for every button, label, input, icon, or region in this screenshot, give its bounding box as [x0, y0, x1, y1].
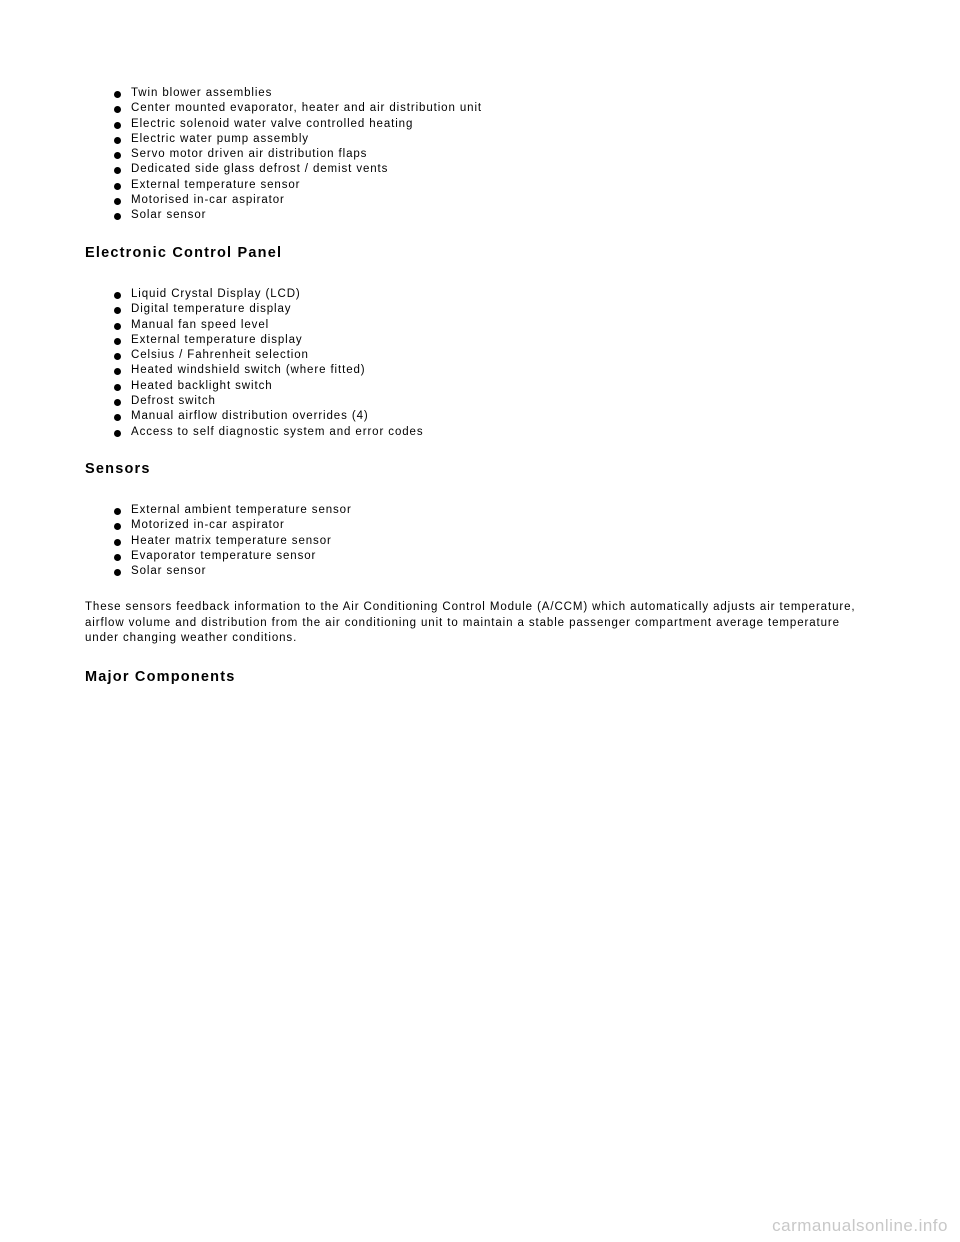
bullet-icon	[114, 430, 121, 437]
bullet-icon	[114, 338, 121, 345]
bullet-icon	[114, 307, 121, 314]
list-item-text: Center mounted evaporator, heater and air distribution unit	[131, 102, 483, 115]
features-list	[0, 86, 482, 224]
list-item-text: Electric solenoid water valve controlled heating	[131, 117, 414, 130]
list-item	[0, 379, 423, 394]
list-item-text: Celsius / Fahrenheit selection	[131, 349, 309, 362]
bullet-icon	[114, 152, 121, 159]
bullet-icon	[114, 198, 121, 205]
list-item-text: Heated windshield switch (where fitted)	[131, 364, 366, 377]
list-item	[0, 147, 482, 162]
list-item-text: Motorized in-car aspirator	[131, 519, 285, 532]
bullet-icon	[114, 91, 121, 98]
bullet-icon	[114, 368, 121, 375]
list-item	[0, 132, 482, 147]
list-item	[0, 287, 423, 302]
list-item-text: Manual airflow distribution overrides (4)	[131, 410, 369, 423]
list-item	[0, 549, 352, 564]
list-item-text: Solar sensor	[131, 209, 207, 222]
list-item-text: Digital temperature display	[131, 303, 292, 316]
list-item-text: Servo motor driven air distribution flaps	[131, 148, 368, 161]
list-item-text: External ambient temperature sensor	[131, 504, 352, 516]
bullet-icon	[114, 106, 121, 113]
bullet-icon	[114, 167, 121, 174]
list-item	[0, 394, 423, 409]
list-item	[0, 208, 482, 223]
list-item	[0, 117, 482, 132]
section-heading-major-components: Major Components	[85, 669, 236, 685]
list-item	[0, 193, 482, 208]
list-item	[0, 302, 423, 317]
list-item	[0, 564, 352, 579]
bullet-icon	[114, 353, 121, 360]
section-heading-sensors: Sensors	[85, 461, 151, 477]
list-item-text: Access to self diagnostic system and error codes	[131, 425, 424, 438]
list-item	[0, 363, 423, 378]
list-item	[0, 162, 482, 177]
bullet-icon	[114, 137, 121, 144]
list-item-text: Liquid Crystal Display (LCD)	[131, 288, 301, 300]
bullet-icon	[114, 384, 121, 391]
list-item-text: Manual fan speed level	[131, 318, 270, 331]
list-item-text: Solar sensor	[131, 565, 207, 578]
list-item-text: Motorised in-car aspirator	[131, 194, 285, 207]
bullet-icon	[114, 213, 121, 220]
bullet-icon	[114, 183, 121, 190]
list-item-text: Dedicated side glass defrost / demist vents	[131, 163, 389, 176]
list-item	[0, 534, 352, 549]
list-item	[0, 503, 352, 518]
bullet-icon	[114, 569, 121, 576]
list-item-text: Evaporator temperature sensor	[131, 549, 317, 562]
list-item	[0, 348, 423, 363]
list-item	[0, 178, 482, 193]
list-item-text: Defrost switch	[131, 395, 216, 408]
bullet-icon	[114, 323, 121, 330]
bullet-icon	[114, 414, 121, 421]
bullet-icon	[114, 554, 121, 561]
footer-watermark: carmanualsonline.info	[772, 1216, 948, 1235]
list-item	[0, 409, 423, 424]
sensors-description: These sensors feedback information to the Air Conditioning Control Module (A/CCM) which automatically adjusts air temperature, airflow volume and distribution from the air conditioning unit to maintain a stable passenger compartment average temperature under changing weather conditions.	[85, 601, 856, 644]
sensors-list	[0, 503, 352, 579]
list-item-text: Heater matrix temperature sensor	[131, 534, 332, 547]
section-heading-control-panel: Electronic Control Panel	[85, 245, 283, 261]
bullet-icon	[114, 508, 121, 515]
bullet-icon	[114, 539, 121, 546]
bullet-icon	[114, 122, 121, 129]
list-item	[0, 425, 423, 440]
list-item-text: Heated backlight switch	[131, 379, 273, 392]
control-panel-list	[0, 287, 423, 440]
bullet-icon	[114, 399, 121, 406]
list-item	[0, 86, 482, 101]
list-item	[0, 518, 352, 533]
list-item-text: Twin blower assemblies	[131, 87, 273, 99]
bullet-icon	[114, 523, 121, 530]
list-item-text: Electric water pump assembly	[131, 132, 309, 145]
list-item	[0, 333, 423, 348]
list-item	[0, 101, 482, 116]
list-item	[0, 318, 423, 333]
bullet-icon	[114, 292, 121, 299]
list-item-text: External temperature display	[131, 333, 303, 346]
list-item-text: External temperature sensor	[131, 178, 301, 191]
